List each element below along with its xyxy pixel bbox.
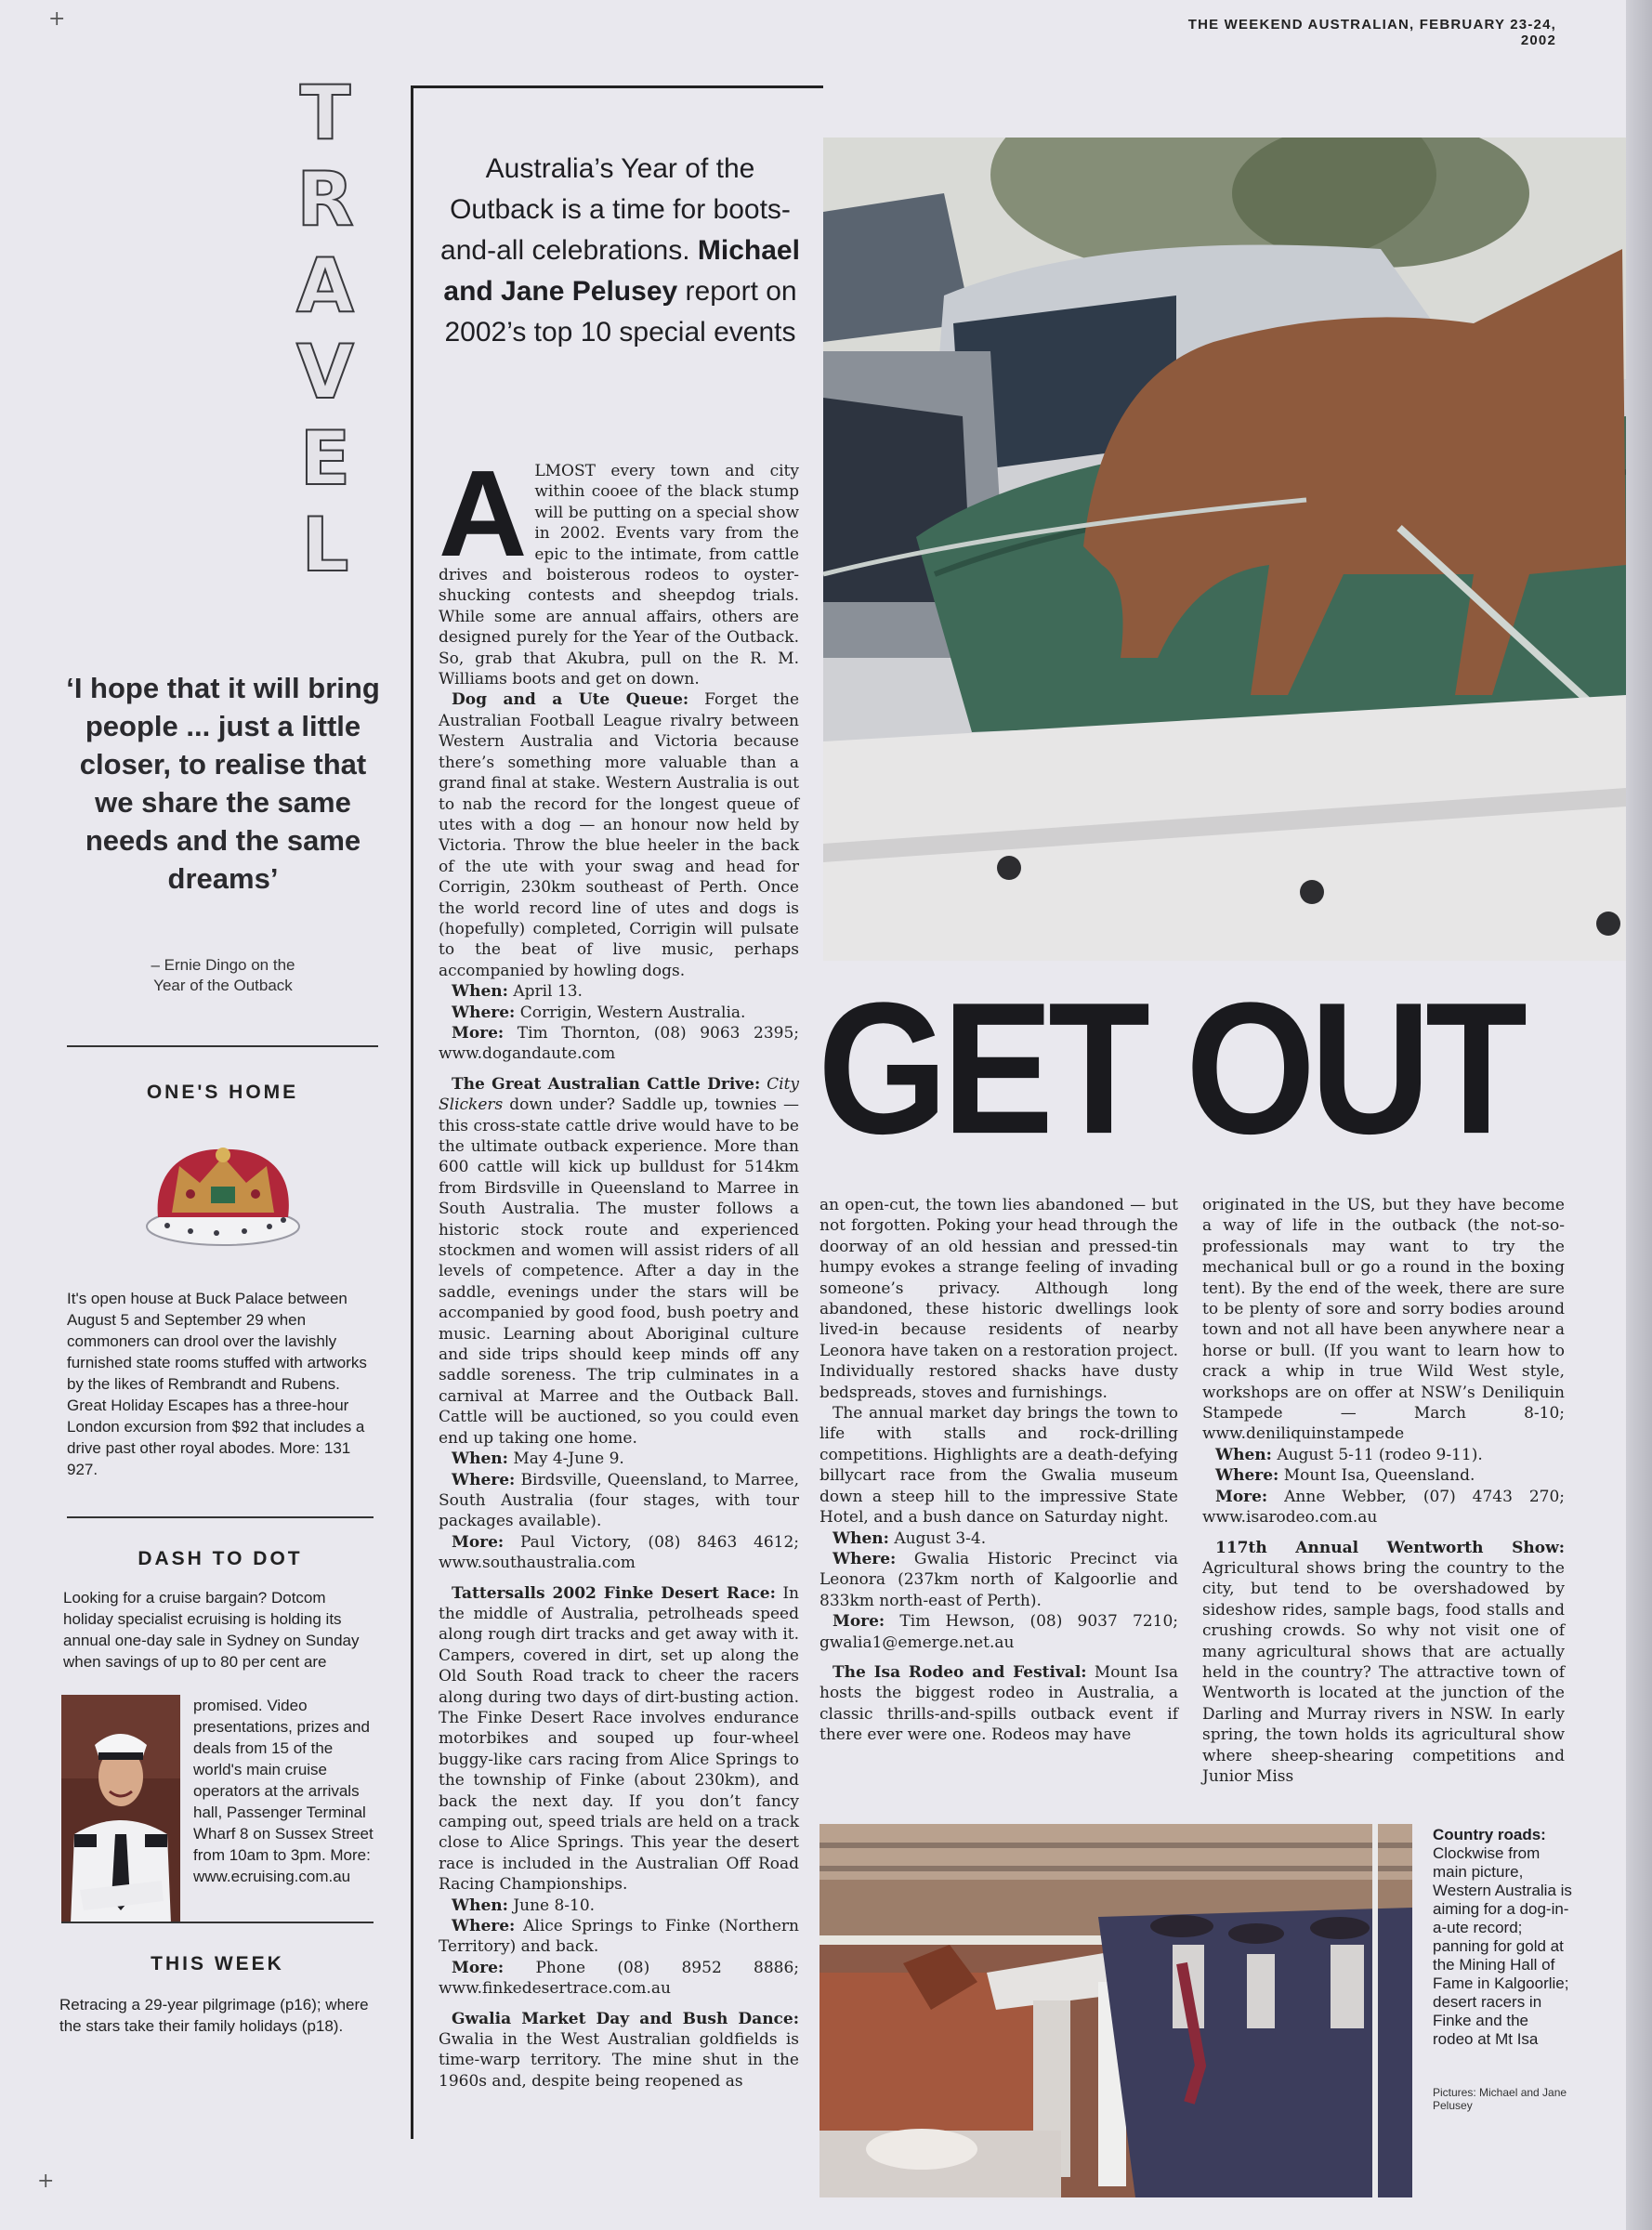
frame-rule-top: [411, 85, 823, 88]
article-deck: Australia’s Year of the Outback is a time for boots-and-all celebrations. Michael and Jane Pelusey report on 2002’s top 10 special events: [440, 153, 800, 348]
article-column-2: an open-cut, the town lies abandoned — but not forgotten. Poking your head through the doorway of an old hessian and pressed-tin humpy evokes a strange feeling of invading someone’s privacy. Although long abandoned, these historic dwellings look lived-in because residents of nearby Leonora have taken on a restoration project. Individually restored shacks have dusty bedspreads, stoves and furnishings. The annual market day brings the town to life with stalls and rock-drilling competitions. Highlights are a death-defying billycart race from the Gwalia museum down a steep hill to the impressive State Hotel, and a bush dance on Saturday night. When: August 3-4. Where: Gwalia Historic Precinct via Leonora (237km north of Kalgoorlie and 833km north-east of Perth). More: Tim Hewson, (08) 9037 7210; gwalia1@emerge.net.au The Isa Rodeo and Festival: Mount Isa hosts the biggest rodeo in Australia, a classic thrills-and-spills outback event if there ever were one. Rodeos may have: [819, 1196, 1179, 1745]
divider: [67, 1045, 378, 1047]
event-title: Tattersalls 2002 Finke Desert Race:: [452, 1583, 776, 1603]
dash-to-dot-heading: DASH TO DOT: [138, 1548, 303, 1569]
ones-home-text: It's open house at Buck Palace between August 5 and September 29 when commoners can drool over the lavishly furnished state rooms stuffed with artworks by the likes of Rembrandt and Rubens. Great Holiday Escapes has a three-hour London excursion from $92 that includes a drive past other royal abodes. More: 131 927.: [67, 1290, 367, 1478]
travel-letter: V: [296, 329, 354, 415]
photo-caption: Country roads: Clockwise from main picture, Western Australia is aiming for a dog-in-a-ute record; panning for gold at the Mining Hall of Fame in Kalgoorlie; desert racers in Finke and the rodeo at Mt Isa: [1433, 1826, 1572, 2048]
quote-attribution: – Ernie Dingo on the Year of the Outback: [151, 956, 295, 994]
travel-letter: T: [299, 70, 351, 156]
article-intro: LMOST every town and city within cooee of the black stump will be putting on a special show in 2002. Events vary from the epic to the intimate, from cattle drives and boisterous rodeos to oyster-shucking contests and sheepdog trials. While some are annual affairs, others are designed purely for the Year of the Outback. So, grab that Akubra, pull on the R. M. Williams boots and get on down.: [439, 462, 799, 689]
ones-home-heading: ONE'S HOME: [146, 1082, 299, 1103]
travel-letter: E: [299, 415, 351, 502]
this-week-heading: THIS WEEK: [151, 1953, 284, 1974]
registration-mark: +: [37, 2170, 55, 2193]
masthead: THE WEEKEND AUSTRALIAN, FEBRUARY 23-24, 2002: [1187, 17, 1556, 48]
photo-credit: Pictures: Michael and Jane Pelusey: [1433, 2086, 1567, 2112]
dog-ute-photo: [823, 138, 1626, 961]
travel-letter: R: [296, 156, 354, 243]
article-column-1: ALMOST every town and city within cooee of the black stump will be putting on a special show in 2002. Events vary from the epic to the intimate, from cattle drives and boisterous rodeos to oyster-shucking contests and sheepdog trials. While some are annual affairs, others are designed purely for the Year of the Outback. So, grab that Akubra, pull on the R. M. Williams boots and get on down. Dog and a Ute Queue: Forget the Australian Football League rivalry between Western Australia and Victoria because there’s something more valuable than a grand final at stake. Western Australia is out to nab the record for the longest queue of utes with a dog — an honour now held by Victoria. Throw the blue heeler in the back of the ute with your swag and head for Corrigin, 230km southeast of Perth. Once the world record line of utes and dogs is (hopefully) completed, Corrigin will pulsate to the beat of live music, perhaps accompanied by howling dogs. When: April 13. Where: Corrigin, Western Australia. More: Tim Thornton, (08) 9063 2395; www.dogandaute.com The Great Australian Cattle Drive: City Slickers down under? Saddle up, townies — this cross-state cattle drive would have to be the ultimate outback experience. More than 600 cattle will kick up bulldust for 514km from Birdsville in Queensland to Marree in South Australia. The muster follows a historic stock route and experienced stockmen and women will assist riders of all levels of competence. After a day in the saddle, evenings under the stars will be accompanied by good food, bush poetry and music. Learning about Aboriginal culture and side trips should keep minds off any saddle soreness. The trip culminates in a carnival at Marree and the Outback Ball. Cattle will be auctioned, so you could even end up taking one home. When: May 4-June 9. Where: Birdsville, Queensland, to Marree, South Australia (four stages, with tour packages available). More: Paul Victory, (08) 8463 4612; www.southaustralia.com Tattersalls 2002 Finke Desert Race: In the middle of Australia, petrolheads speed along rough dirt tracks and get away with it. Campers, covered in dirt, set up along the Old South Road track to cheer the racers along during two days of dirt-busting action. The Finke Desert Race involves endurance motorbikes and souped up four-wheel buggy-like cars racing from Alice Springs to the township of Finke (about 230km), and back the next day. If you don’t fancy camping out, speed trials are held on a track close to Alice Springs. This year the desert race is included in the Australian Off Road Racing Championships. When: June 8-10. Where: Alice Springs to Finke (Northern Territory) and back. More: Phone (08) 8952 8886; www.finkedesertrace.com.au Gwalia Market Day and Bush Dance: Gwalia in the West Australian goldfields is time-warp territory. The mine shut in the 1960s and, despite being reopened as: [439, 445, 800, 2091]
dash-to-dot-text-continued: promised. Video presentations, prizes and deals from 15 of the world's main cruise operators at the arrivals hall, Passenger Terminal Wharf 8 on Sussex Street from 10am to 3pm. More: www.ecruising.com.au: [193, 1697, 374, 1885]
caption-title: Country roads:: [1433, 1826, 1546, 1843]
page-edge: [1626, 0, 1652, 2230]
article-authors: Michael and Jane Pelusey: [443, 235, 800, 307]
divider: [67, 1516, 374, 1518]
article-column-3: originated in the US, but they have become a way of life in the outback (the not-so-professionals may want to try the mechanical bull or go a round in the boxing tent). By the end of the week, there are sure to be plenty of sore and sorry bodies around town and not all have been anywhere near a horse or bull. (If you want to learn how to crack a whip in true Wild West style, workshops are on offer at NSW’s Deniliquin Stampede — March 8-10; www.deniliquinstampede When: August 5-11 (rodeo 9-11). Where: Mount Isa, Queensland. More: Anne Webber, (07) 4743 270; www.isarodeo.com.au 117th Annual Wentworth Show: Agricultural shows bring the country to the city, but tend to be overshadowed by sideshow rides, sample bags, food stalls and crushing crowds. So why not visit one of many agricultural shows that are actually held in the country? The attractive town of Wentworth is located at the junction of the Darling and Murray rivers in NSW. In early spring, the town holds its agricultural show where sheep-shearing competitions and Junior Miss: [1202, 1196, 1565, 1786]
event-title: The Isa Rodeo and Festival:: [833, 1662, 1087, 1682]
registration-mark: +: [48, 7, 66, 31]
drop-cap: A: [439, 445, 528, 582]
headline: GET OUT: [818, 964, 1522, 1174]
travel-letter: A: [296, 243, 354, 329]
event-title: 117th Annual Wentworth Show:: [1215, 1538, 1565, 1557]
divider: [61, 1922, 374, 1923]
pull-quote: ‘I hope that it will bring people ... just a little closer, to realise that we share the same needs and the same dreams’: [66, 672, 380, 895]
rodeo-photo: [819, 1824, 1412, 2197]
event-title: The Great Australian Cattle Drive:: [452, 1074, 761, 1094]
crown-illustration: [135, 1129, 311, 1250]
event-title: Dog and a Ute Queue:: [452, 690, 689, 710]
frame-rule-left: [411, 85, 413, 2139]
dash-to-dot-text: Looking for a cruise bargain? Dotcom holiday specialist ecruising is holding its annual one-day sale in Sydney on Sunday when savings of up to 80 per cent are: [63, 1589, 360, 1671]
sailor-photo: [61, 1695, 180, 1923]
event-title: Gwalia Market Day and Bush Dance:: [452, 2009, 799, 2028]
this-week-text: Retracing a 29-year pilgrimage (p16); where the stars take their family holidays (p18).: [59, 1996, 369, 2035]
travel-letter: L: [301, 502, 349, 588]
